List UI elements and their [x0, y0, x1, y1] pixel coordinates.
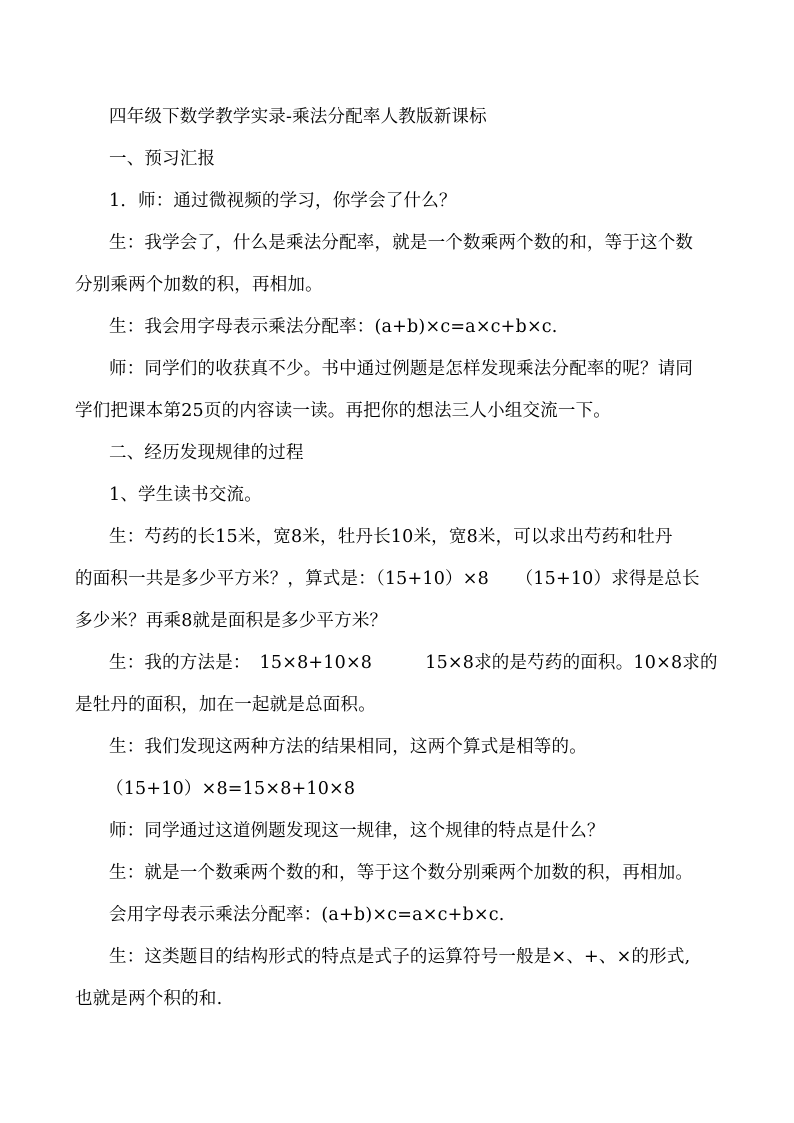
section-heading-preview-report: 一、预习汇报: [109, 149, 216, 169]
paragraph-line: 1、学生读书交流。: [109, 485, 262, 505]
paragraph-line: 生：芍药的长15米，宽8米，牡丹长10米，宽8米，可以求出芍药和牡丹: [109, 527, 673, 547]
paragraph-line: 也就是两个积的和.: [75, 989, 223, 1009]
paragraph-line: 的面积一共是多少平方米？，算式是：（15+10）×8 （15+10）求得是总长: [75, 569, 700, 589]
paragraph-line: 师：同学们的收获真不少。书中通过例题是怎样发现乘法分配率的呢？请同: [109, 359, 694, 379]
section-heading-discover-rule: 二、经历发现规律的过程: [109, 443, 304, 463]
paragraph-line: 是牡丹的面积，加在一起就是总面积。: [75, 695, 376, 715]
paragraph-line: 生：就是一个数乘两个数的和，等于这个数分别乘两个加数的积，再相加。: [109, 863, 694, 883]
paragraph-line: 生：我学会了，什么是乘法分配率，就是一个数乘两个数的和，等于这个数: [109, 233, 694, 253]
paragraph-line: 生：我的方法是： 15×8+10×8 15×8求的是芍药的面积。10×8求的: [109, 653, 718, 673]
paragraph-line: 1．师：通过微视频的学习，你学会了什么？: [109, 191, 457, 211]
paragraph-line: 师：同学通过这道例题发现这一规律，这个规律的特点是什么？: [109, 821, 605, 841]
paragraph-line: 生：我会用字母表示乘法分配率：(a+b)×c=a×c+b×c.: [109, 317, 558, 337]
document-title: 四年级下数学教学实录-乘法分配率人教版新课标: [109, 107, 487, 127]
paragraph-line: 生：我们发现这两种方法的结果相同，这两个算式是相等的。: [109, 737, 587, 757]
paragraph-line: 会用字母表示乘法分配率：(a+b)×c=a×c+b×c.: [109, 905, 505, 925]
paragraph-line: 多少米？再乘8就是面积是多少平方米？: [75, 611, 388, 631]
paragraph-line: 生：这类题目的结构形式的特点是式子的运算符号一般是×、+、×的形式,: [109, 947, 691, 967]
paragraph-line: 学们把课本第25页的内容读一读。再把你的想法三人小组交流一下。: [75, 401, 611, 421]
paragraph-line: 分别乘两个加数的积，再相加。: [75, 275, 323, 295]
equation-line: （15+10）×8=15×8+10×8: [106, 779, 356, 799]
